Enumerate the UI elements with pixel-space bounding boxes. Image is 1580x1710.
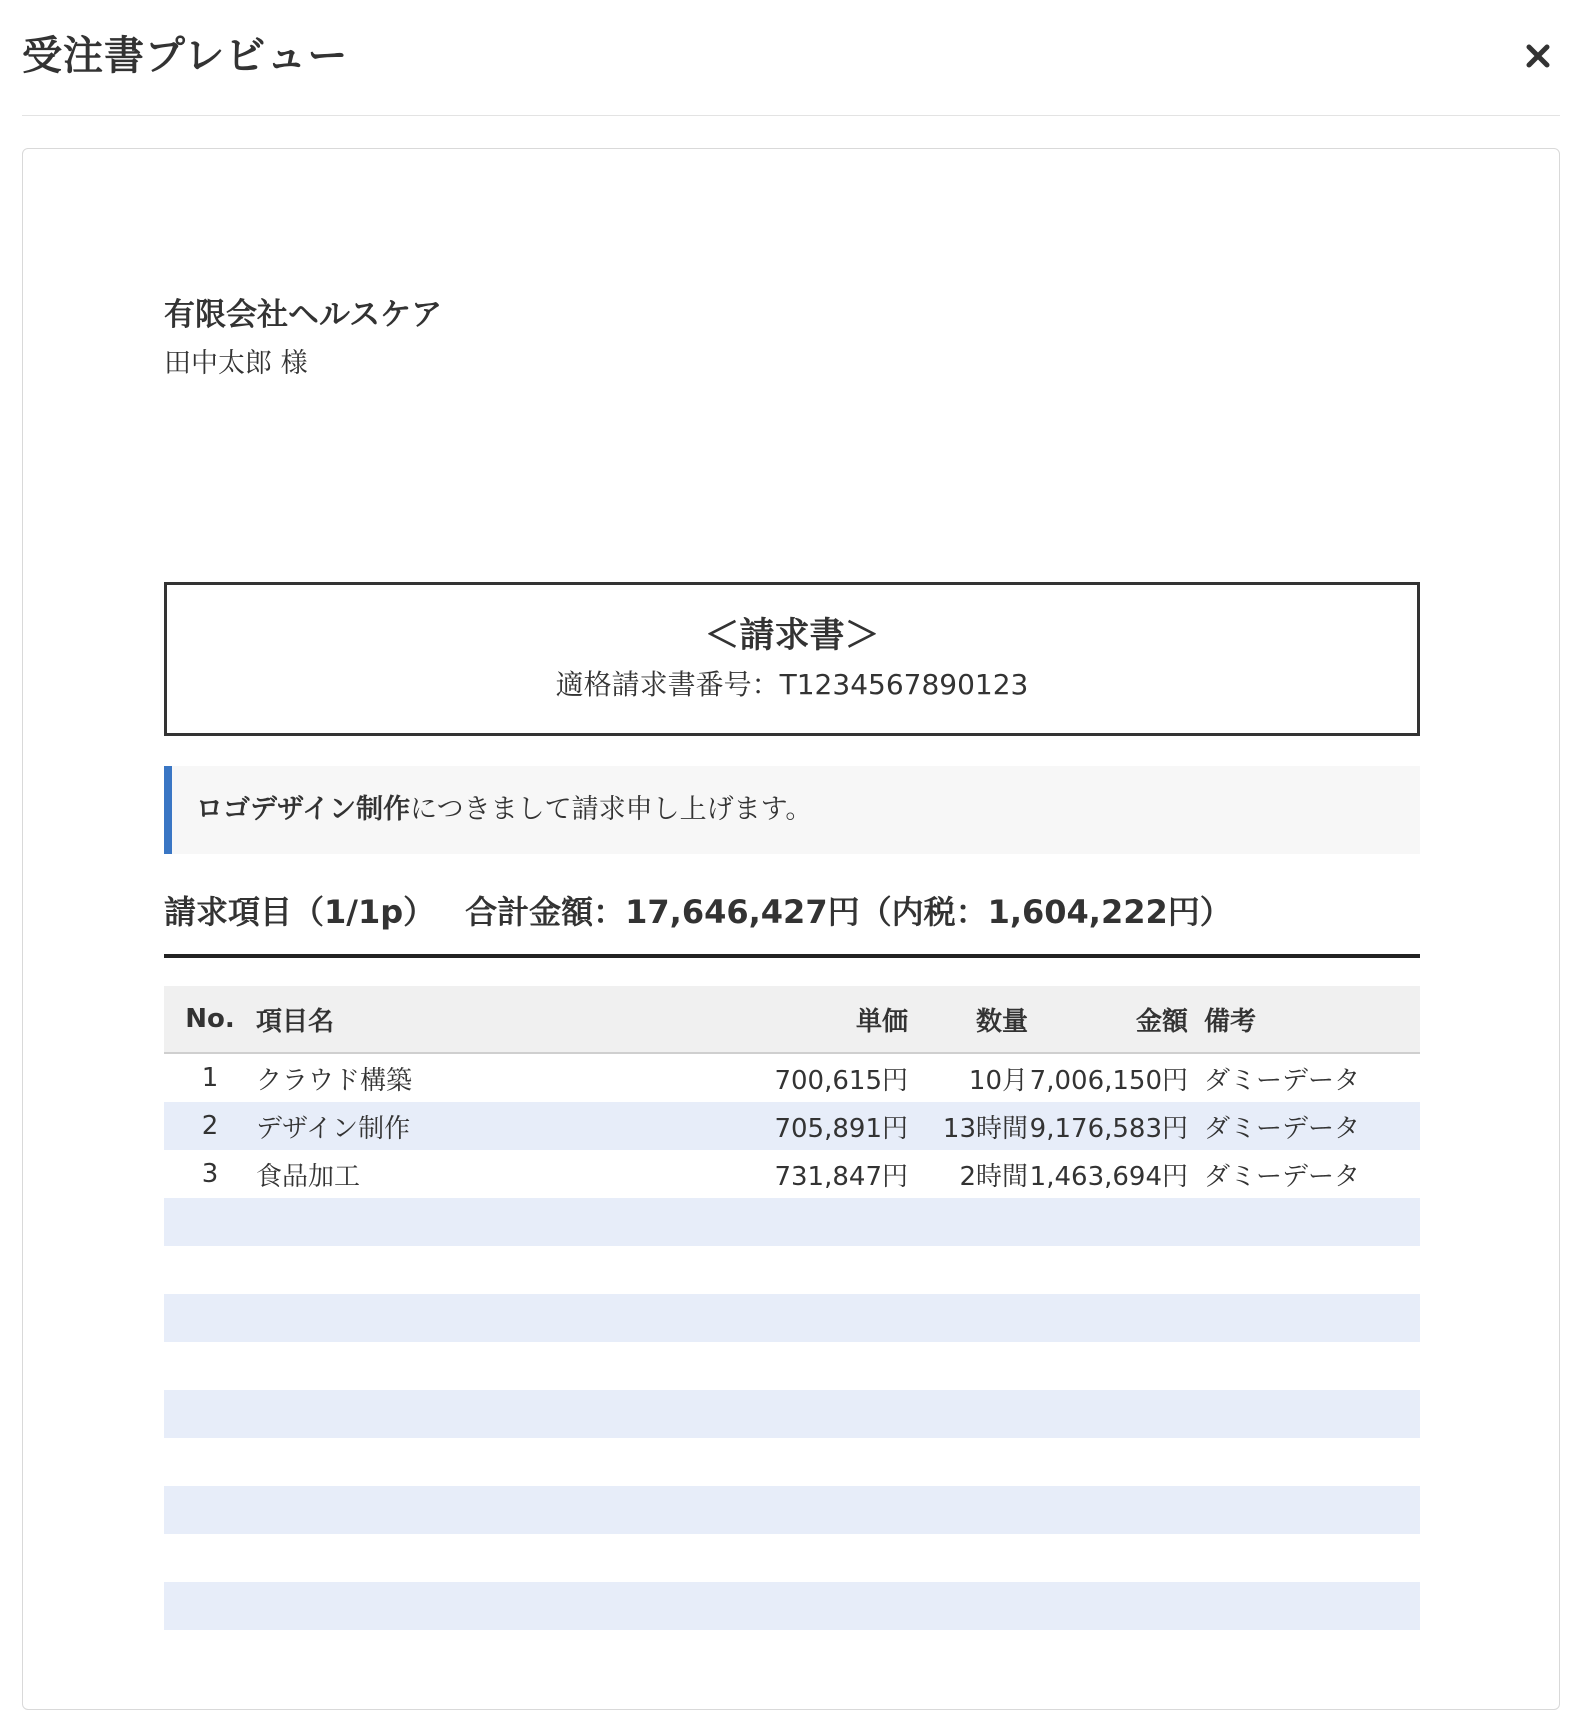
cell-name: クラウド構築 [256, 1065, 413, 1096]
cell-no: 2 [164, 1102, 256, 1150]
document-title-box [164, 582, 1420, 736]
empty-row [164, 1294, 1420, 1342]
subject-title: ロゴデザイン制作 [196, 794, 411, 825]
empty-row [164, 1534, 1420, 1582]
subject-callout [164, 766, 1420, 854]
cell-unit-price: 731,847円 [774, 1161, 908, 1192]
cell-quantity: 2時間 [959, 1161, 1028, 1192]
empty-row [164, 1342, 1420, 1390]
cell-name: 食品加工 [256, 1161, 361, 1192]
header-amount: 金額 [1028, 986, 1188, 1053]
empty-row [164, 1486, 1420, 1534]
cell-amount: 9,176,583円 [1028, 1102, 1188, 1150]
header-quantity: 数量 [908, 986, 1028, 1053]
header-note: 備考 [1188, 986, 1420, 1053]
table-header-row [164, 986, 1420, 1053]
header-no: No. [164, 986, 256, 1053]
table-row [164, 1150, 1420, 1198]
cell-amount: 1,463,694円 [1029, 1161, 1188, 1192]
invoice-number: 適格請求書番号：T1234567890123 [555, 668, 1029, 701]
modal-header [22, 0, 1560, 116]
summary-heading: 請求項目（1/1p） [164, 893, 436, 931]
document-preview[interactable] [22, 148, 1560, 1710]
recipient-name: 田中太郎 様 [164, 348, 308, 379]
items-table [164, 986, 1420, 1630]
header-name: 項目名 [256, 986, 748, 1053]
empty-row [164, 1246, 1420, 1294]
modal-title: 受注書プレビュー [22, 33, 349, 79]
cell-quantity: 13時間 [908, 1102, 1028, 1150]
document-title: ＜請求書＞ [704, 616, 880, 656]
empty-row [164, 1582, 1420, 1630]
close-icon [1516, 30, 1560, 82]
cell-name: デザイン制作 [256, 1102, 748, 1150]
table-row [164, 1053, 1420, 1102]
table-row [164, 1102, 1420, 1150]
cell-no: 1 [201, 1063, 219, 1093]
cell-note: ダミーデータ [1188, 1102, 1420, 1150]
cell-unit-price: 705,891円 [748, 1102, 908, 1150]
empty-row [164, 1198, 1420, 1246]
close-button[interactable] [1516, 30, 1560, 82]
billing-summary [164, 882, 1420, 958]
empty-row [164, 1438, 1420, 1486]
company-name: 有限会社ヘルスケア [164, 297, 443, 333]
header-unit-price: 単価 [748, 986, 908, 1053]
cell-unit-price: 700,615円 [774, 1065, 908, 1096]
summary-total: 合計金額：17,646,427円（内税：1,604,222円） [465, 893, 1232, 931]
empty-row [164, 1390, 1420, 1438]
cell-amount: 7,006,150円 [1029, 1065, 1188, 1096]
cell-note: ダミーデータ [1204, 1065, 1361, 1096]
subject-text: につきまして請求申し上げます。 [410, 794, 813, 825]
cell-no: 3 [201, 1159, 219, 1189]
cell-note: ダミーデータ [1204, 1161, 1361, 1192]
cell-quantity: 10月 [968, 1065, 1028, 1096]
